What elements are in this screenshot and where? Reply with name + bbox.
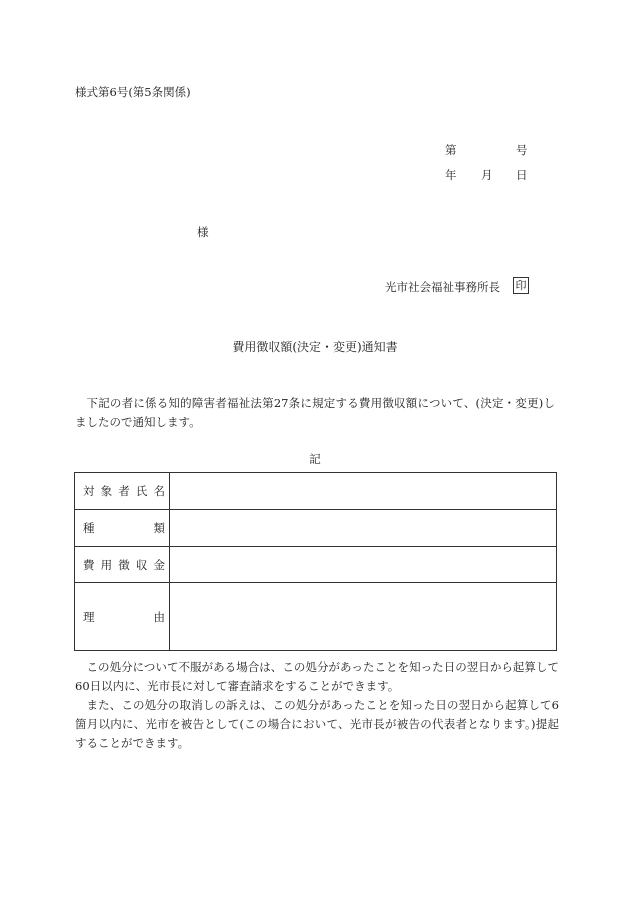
month-label: 月 xyxy=(481,168,493,182)
info-table xyxy=(74,472,557,651)
label-type: 種 類 xyxy=(83,521,165,535)
label-subject-name: 対 象 者 氏 名 xyxy=(83,484,165,498)
table-row xyxy=(75,510,557,547)
label-reason: 理 由 xyxy=(83,609,165,624)
sender-name: 光市社会福祉事務所長 xyxy=(385,280,500,294)
note-lawsuit: また、この処分の取消しの訴えは、この処分があったことを知った日の翌日から起算して6箇月以内に、光市を被告として(この場合において、光市長が被告の代表者となります。)提起することができます。 xyxy=(75,698,559,750)
year-label: 年 xyxy=(445,168,457,182)
reason-field[interactable] xyxy=(170,583,557,651)
fee-amount-field[interactable] xyxy=(170,547,557,583)
label-cell xyxy=(75,583,170,651)
body-text: 下記の者に係る知的障害者福祉法第27条に規定する費用徴収額について、(決定・変更)しましたので通知します。 xyxy=(75,396,555,429)
number-suffix: 号 xyxy=(516,143,528,157)
document-title: 費用徴収額(決定・変更)通知書 xyxy=(232,340,398,354)
body-paragraph xyxy=(75,394,555,432)
note-appeal: この処分について不服がある場合は、この処分があったことを知った日の翌日から起算して60日以内に、光市長に対して審査請求をすることができます。 xyxy=(75,660,559,693)
seal-mark: 印 xyxy=(513,277,529,294)
table-row xyxy=(75,583,557,651)
label-cell xyxy=(75,473,170,510)
table-row xyxy=(75,547,557,583)
label-fee-amount: 費 用 徴 収 金 xyxy=(83,557,165,572)
ki-heading: 記 xyxy=(309,452,321,466)
notes-section xyxy=(75,658,559,753)
type-field[interactable] xyxy=(170,510,557,547)
day-label: 日 xyxy=(516,168,528,182)
table-row xyxy=(75,473,557,510)
addressee-suffix: 様 xyxy=(197,225,209,239)
label-cell xyxy=(75,510,170,547)
label-cell xyxy=(75,547,170,583)
subject-name-field[interactable] xyxy=(170,473,557,510)
number-prefix: 第 xyxy=(445,143,457,157)
form-number: 様式第6号(第5条関係) xyxy=(75,85,191,99)
